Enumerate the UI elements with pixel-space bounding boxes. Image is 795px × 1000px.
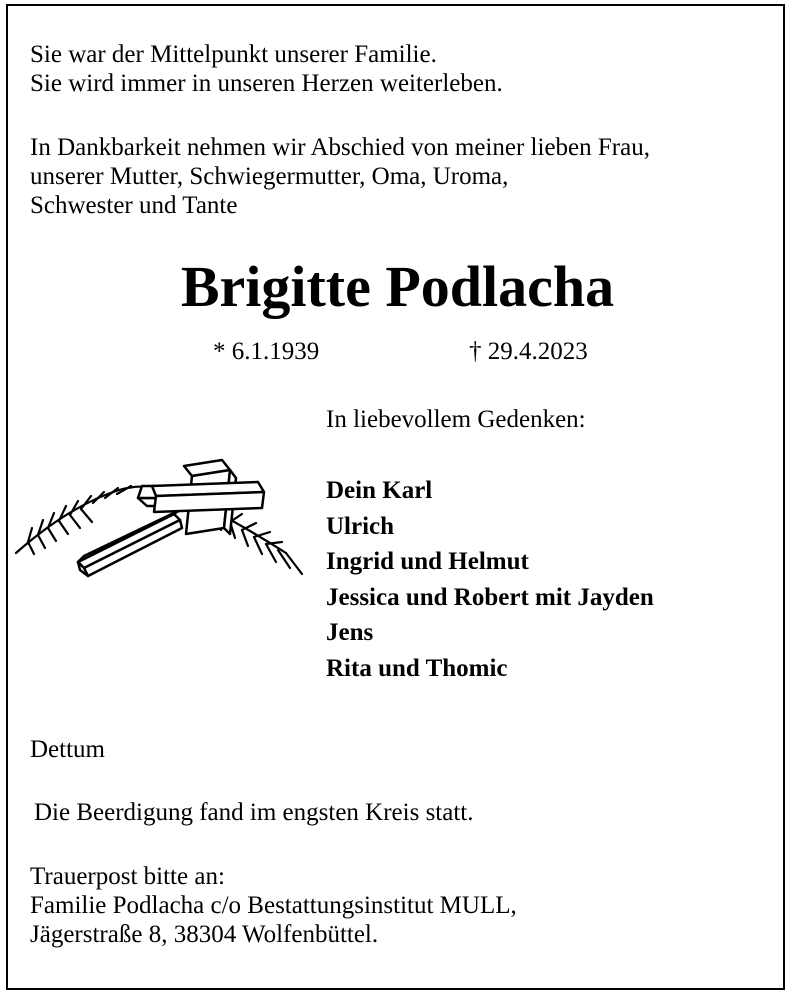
mail-line-2: Familie Podlacha c/o Bestattungsinstitut MULL, [30,892,517,919]
death-date: † 29.4.2023 [469,338,588,365]
farewell-line-2: unserer Mutter, Schwiegermutter, Oma, Uroma, [30,163,509,190]
intro-line-1: Sie war der Mittelpunkt unserer Familie. [30,41,437,68]
farewell-line-3: Schwester und Tante [30,192,238,219]
mourner-name: Jens [326,619,374,646]
farewell-line-1: In Dankbarkeit nehmen wir Abschied von meiner lieben Frau, [30,134,650,161]
cross-with-palm-branch-icon [14,458,306,583]
intro-text [30,40,503,98]
intro-line-2: Sie wird immer in unseren Herzen weiterleben. [30,70,503,97]
mail-line-1: Trauerpost bitte an: [30,863,225,890]
farewell-text [30,133,650,220]
deceased-name: Brigitte Podlacha [180,254,615,319]
mourner-name: Rita und Thomic [326,654,508,682]
place-name: Dettum [30,736,105,763]
funeral-note: Die Beerdigung fand im engsten Kreis statt. [34,799,474,826]
mail-line-3: Jägerstraße 8, 38304 Wolfenbüttel. [30,921,379,948]
birth-date: * 6.1.1939 [213,338,320,365]
mail-address [30,862,517,949]
memory-heading: In liebevollem Gedenken: [326,406,586,433]
mourners-list [326,473,654,686]
mourner-name: Ulrich [326,512,395,540]
mourner-name: Dein Karl [326,477,433,504]
mourner-name: Jessica und Robert mit Jayden [326,583,654,611]
mourner-name: Ingrid und Helmut [326,548,529,575]
